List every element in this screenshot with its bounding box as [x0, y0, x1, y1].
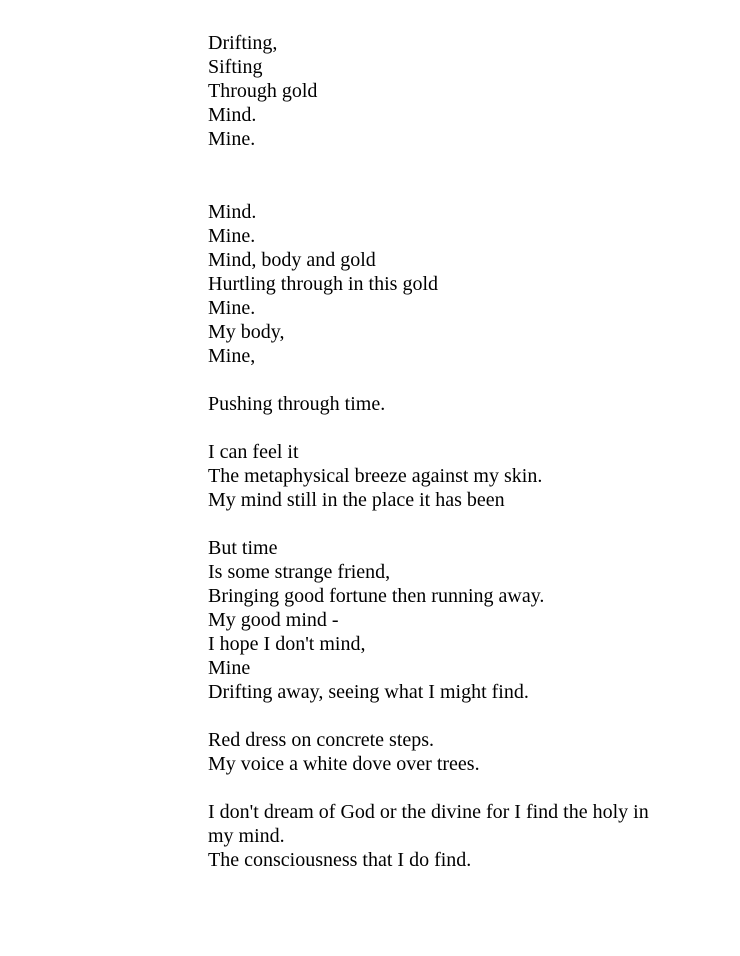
poem-line: Is some strange friend,	[208, 561, 391, 583]
stanza-break	[208, 512, 678, 536]
poem-line: Mine	[208, 657, 251, 679]
stanza-break	[208, 416, 678, 440]
stanza-4	[208, 440, 678, 512]
stanza-break	[208, 151, 678, 200]
poem-line: Mind.	[208, 201, 257, 223]
stanza-6	[208, 728, 678, 776]
poem-line: Hurtling through in this gold	[208, 273, 438, 295]
stanza-break	[208, 776, 678, 800]
stanza-break	[208, 368, 678, 392]
poem-line: Drifting,	[208, 32, 278, 54]
poem-line: Mine.	[208, 225, 256, 247]
poem-line: My mind still in the place it has been	[208, 489, 505, 511]
stanza-break	[208, 704, 678, 728]
poem-line: Mind, body and gold	[208, 249, 376, 271]
poem-line: Through gold	[208, 80, 318, 102]
poem-line: Red dress on concrete steps.	[208, 729, 435, 751]
poem-line: Mind.	[208, 104, 257, 126]
stanza-1	[208, 31, 678, 151]
stanza-5	[208, 536, 678, 704]
poem-line: I can feel it	[208, 441, 299, 463]
poem-line: Sifting	[208, 56, 263, 78]
stanza-7	[208, 800, 678, 872]
poem-line: The consciousness that I do find.	[208, 849, 472, 871]
poem-line: Drifting away, seeing what I might find.	[208, 681, 529, 703]
poem-line: Mine.	[208, 128, 256, 150]
poem-body	[208, 31, 678, 872]
poem-line: My body,	[208, 321, 285, 343]
poem-line: My good mind -	[208, 609, 339, 631]
poem-line: Mine.	[208, 297, 256, 319]
poem-line: I hope I don't mind,	[208, 633, 366, 655]
stanza-3	[208, 392, 678, 416]
poem-line: I don't dream of God or the divine for I find the holy in my mind.	[208, 801, 649, 847]
stanza-2	[208, 200, 678, 368]
poem-line: Pushing through time.	[208, 393, 386, 415]
poem-line: Mine,	[208, 345, 256, 367]
poem-line: My voice a white dove over trees.	[208, 753, 480, 775]
poem-line: But time	[208, 537, 278, 559]
poem-line: The metaphysical breeze against my skin.	[208, 465, 543, 487]
poem-line: Bringing good fortune then running away.	[208, 585, 545, 607]
